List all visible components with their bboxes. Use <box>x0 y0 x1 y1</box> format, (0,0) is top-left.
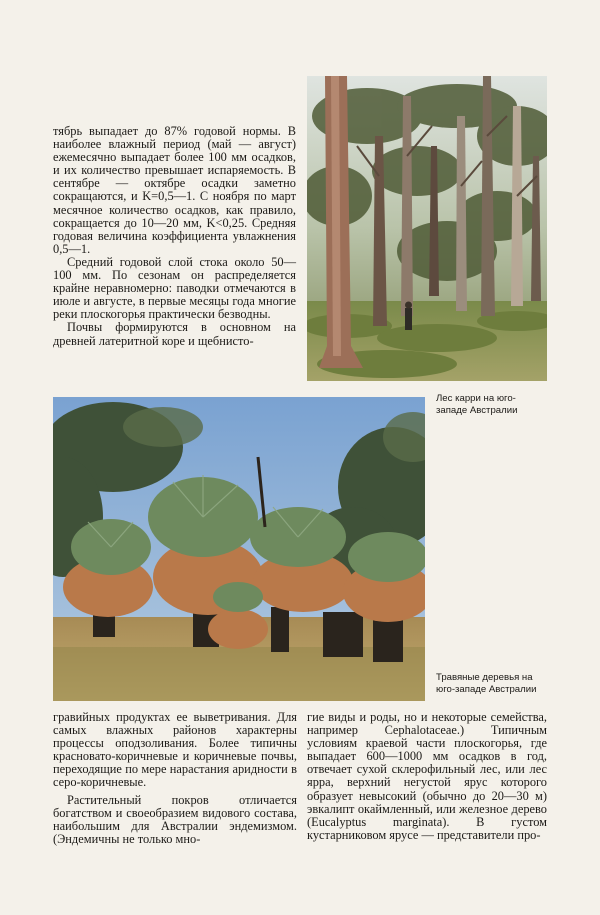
caption-karri-forest: Лес карри на юго-западе Австралии <box>436 393 518 416</box>
grass-trees-photo <box>53 397 425 701</box>
karri-forest-photo <box>307 76 547 381</box>
paragraph-vegetation: Растительный покров отличается богатством и своеобразием видового состава, наибольшим для Австралии эндемизмом. (Эндемичны не только мно- <box>53 792 297 846</box>
column-bottom-right <box>307 711 547 842</box>
caption-grass-trees: Травяные деревья на юго-западе Австралии <box>436 672 537 695</box>
paragraph-soils: Почвы формируются в основном на древней латеритной коре и щебнисто- <box>53 320 296 348</box>
paragraph-rainfall: тябрь выпадает до 87% годовой нормы. В наиболее влажный период (май — август) ежемесячно выпадает более 100 мм осадков, и их количество превышает испаряемость. В сентябре — октябре осадки заметно сокращаются, и K=0,5—1. С ноября по март месячное количество осадков, как правило, сокращается до 10—20 мм, K<0,25. Средняя годовая величина коэффициента увлажнения 0,5—1. <box>53 124 296 256</box>
paragraph-runoff: Средний годовой слой стока около 50—100 мм. По сезонам он распределяется крайне неравномерно: паводки отмечаются в июле и августе, в первые месяцы года многие реки плоскогорья практически безводны. <box>53 254 296 322</box>
column-bottom-left <box>53 711 297 846</box>
paragraph-vegetation-continued: гие виды и роды, но и некоторые семейства, например Cephalotaceae.) Типичным условиям краевой части плоскогорья, где выпадает 600—1000 мм осадков в год, отвечает сухой склерофильный лес, или лес ярра, верхний негустой ярус которого образует невысокий (обычно до 20—30 м) эвкалипт окаймленный, или железное дерево (Eucalyptus marginata). В густом кустарниковом ярусе — представители про- <box>307 710 547 842</box>
paragraph-soils-continued: гравийных продуктах ее выветривания. Для самых влажных районов характерны процессы оподзоливания. Более типичны красновато-коричневые и коричневые почвы, переходящие по мере нарастания аридности в серо-коричневые. <box>53 710 297 790</box>
column-top-left <box>53 125 296 348</box>
